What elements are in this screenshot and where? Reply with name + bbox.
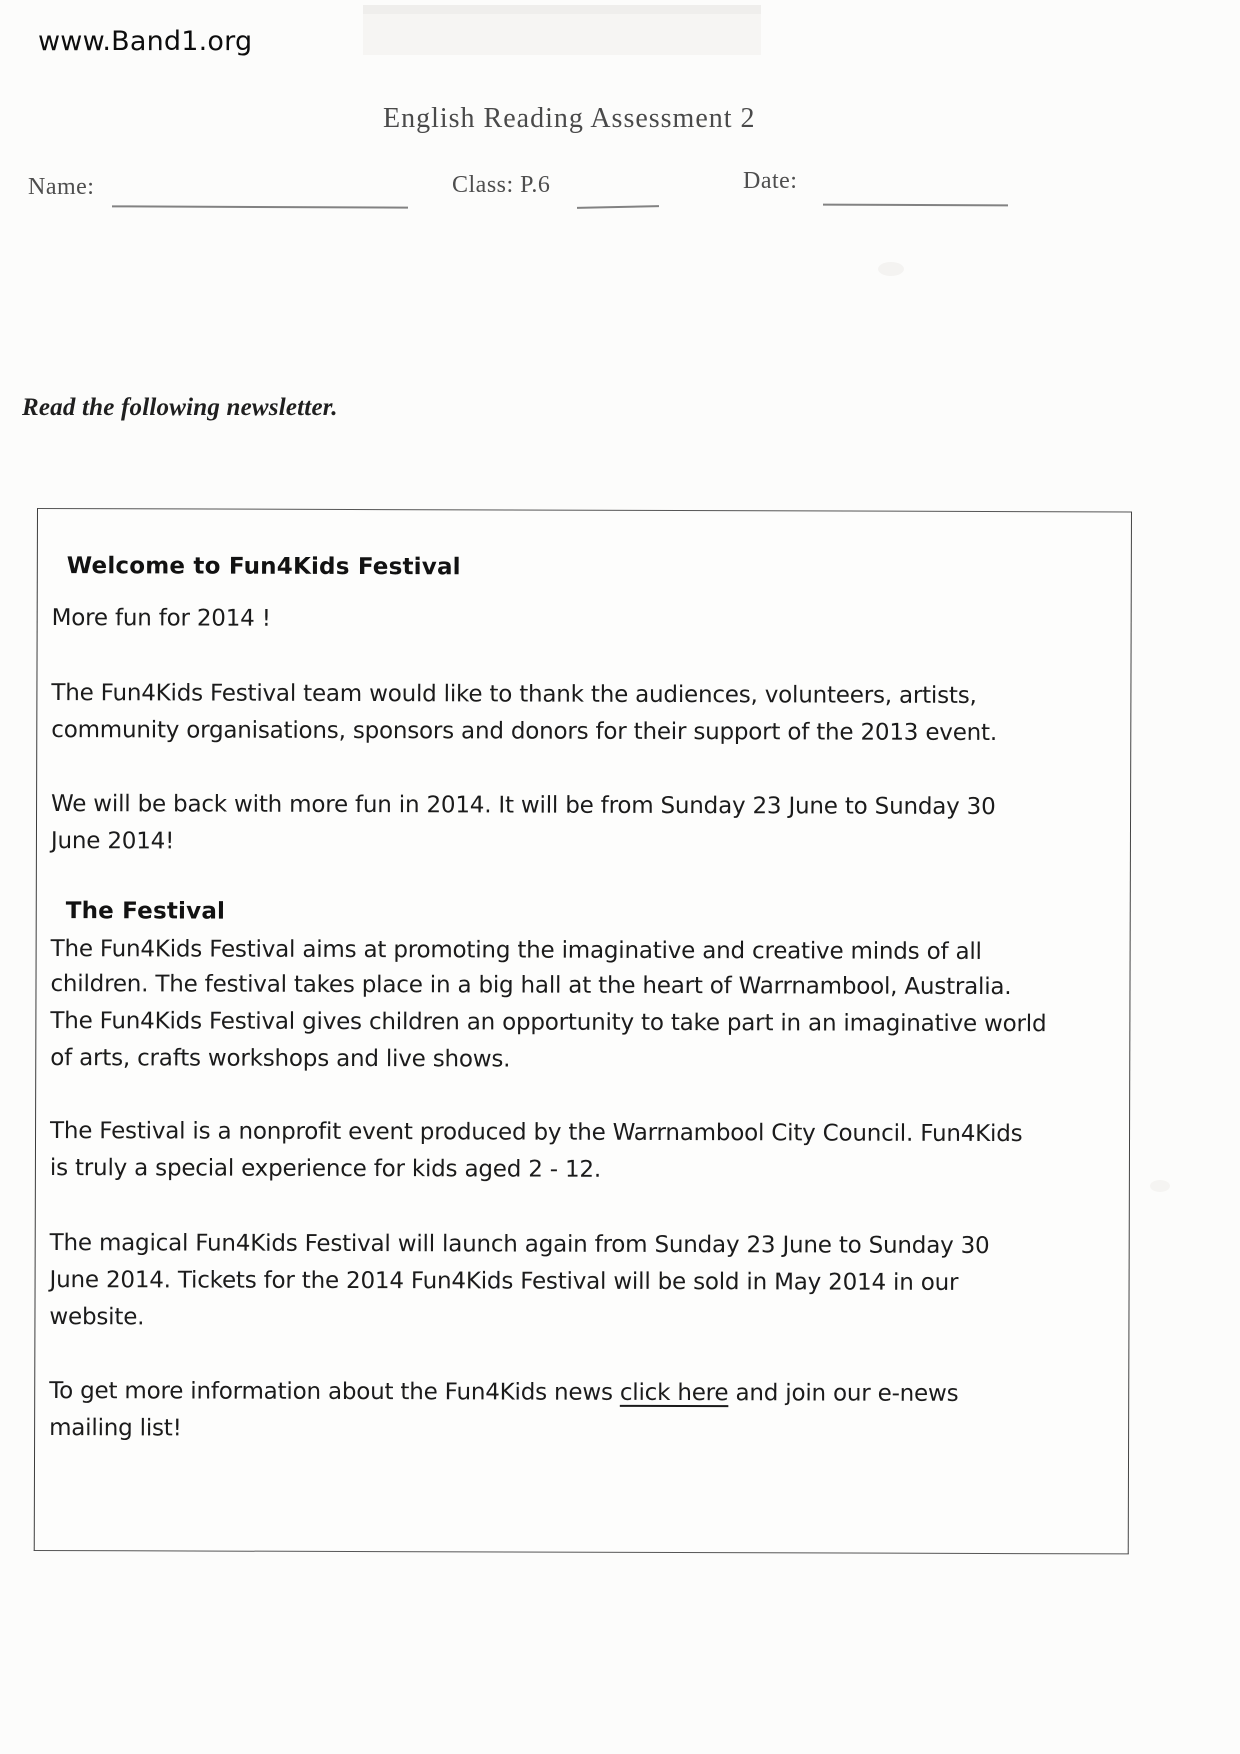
class-label: Class: P.6: [452, 172, 551, 198]
newsletter-paragraph-line: website.: [49, 1304, 145, 1331]
scan-smudge: [878, 262, 904, 276]
paragraph-text: To get more information about the Fun4Kids news: [49, 1378, 620, 1406]
newsletter-welcome-heading: Welcome to Fun4Kids Festival: [66, 553, 461, 581]
date-label: Date:: [743, 168, 798, 194]
click-here-link[interactable]: click here: [619, 1379, 729, 1407]
newsletter-paragraph-line: is truly a special experience for kids aged 2 - 12.: [49, 1155, 602, 1183]
newsletter-box: [34, 508, 1132, 1554]
newsletter-paragraph-line: June 2014. Tickets for the 2014 Fun4Kids Festival will be sold in May 2014 in our: [49, 1267, 959, 1296]
newsletter-paragraph-line: mailing list!: [49, 1415, 182, 1442]
newsletter-paragraph-line: community organisations, sponsors and donors for their support of the 2013 event.: [51, 717, 998, 747]
newsletter-paragraph-line: June 2014!: [50, 828, 175, 855]
newsletter-paragraph-line: We will be back with more fun in 2014. It will be from Sunday 23 June to Sunday 30: [51, 791, 996, 821]
site-url: www.Band1.org: [38, 26, 253, 57]
newsletter-section-heading: The Festival: [65, 898, 226, 925]
paragraph-text: and join our e-news: [728, 1380, 959, 1407]
page-title: English Reading Assessment 2: [383, 103, 756, 134]
newsletter-subheading: More fun for 2014 !: [51, 605, 271, 632]
newsletter-paragraph-line: [49, 1373, 958, 1413]
class-blank-line: [577, 205, 659, 209]
newsletter-paragraph-line: The Festival is a nonprofit event produced by the Warrnambool City Council. Fun4Kids: [50, 1118, 1023, 1148]
newsletter-paragraph-line: The Fun4Kids Festival gives children an opportunity to take part in an imaginative world: [50, 1008, 1047, 1038]
instruction-text: Read the following newsletter.: [22, 394, 338, 421]
newsletter-paragraph-line: children. The festival takes place in a big hall at the heart of Warrnambool, Australia.: [50, 971, 1012, 1001]
date-blank-line: [823, 204, 1008, 207]
newsletter-paragraph-line: The Fun4Kids Festival team would like to thank the audiences, volunteers, artists,: [51, 680, 977, 709]
newsletter-paragraph-line: The Fun4Kids Festival aims at promoting the imaginative and creative minds of all: [50, 936, 982, 965]
newsletter-paragraph-line: The magical Fun4Kids Festival will launch again from Sunday 23 June to Sunday 30: [49, 1230, 990, 1259]
name-label: Name:: [28, 174, 95, 200]
scan-smudge: [363, 5, 761, 55]
newsletter-paragraph-line: of arts, crafts workshops and live shows.: [50, 1045, 511, 1073]
scan-smudge: [1150, 1180, 1170, 1192]
scan-smudge: [363, 5, 761, 14]
name-blank-line: [112, 205, 408, 208]
